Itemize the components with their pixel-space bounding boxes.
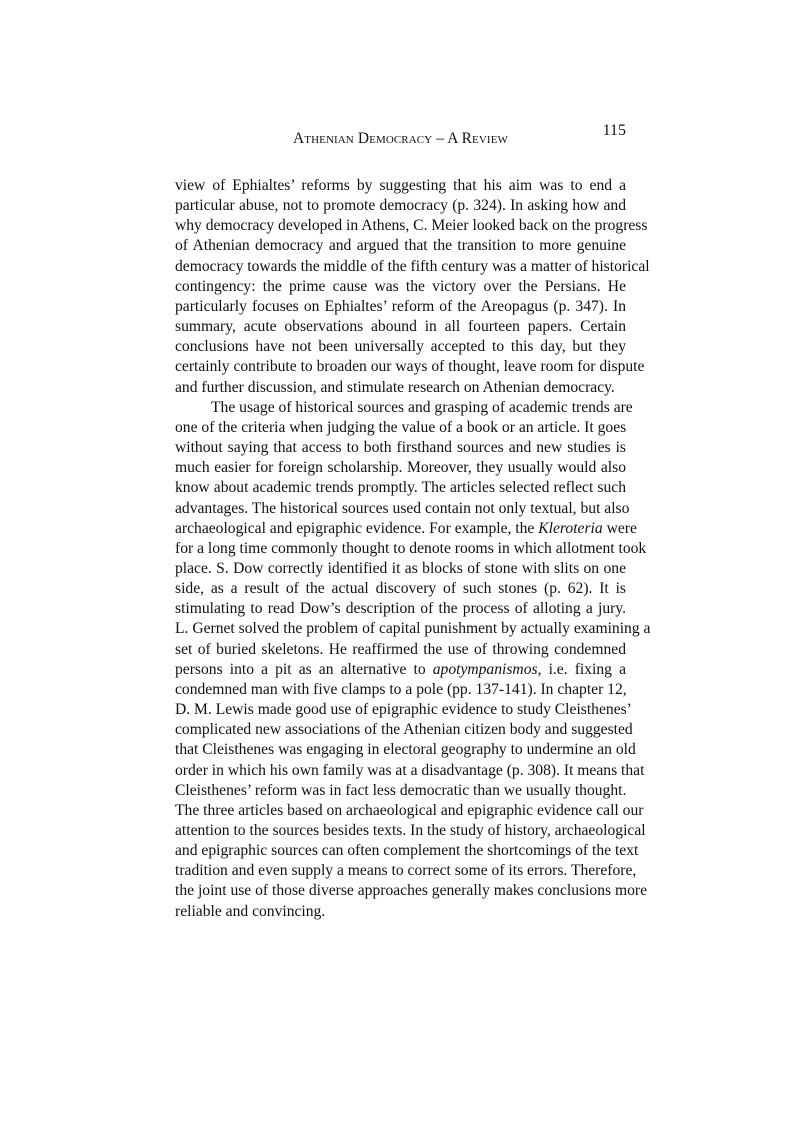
text-run: particular abuse, not to promote democracy (p. 324). In asking how and [175, 197, 626, 215]
text-line [175, 196, 626, 216]
text-line [175, 398, 633, 418]
text-run: why democracy developed in Athens, C. Meier looked back on the progress [175, 217, 648, 235]
text-run: tradition and even supply a means to correct some of its errors. Therefore, [175, 862, 637, 880]
text-run: that Cleisthenes was engaging in electoral geography to undermine an old [175, 741, 636, 759]
text-line [175, 378, 626, 398]
text-line [175, 519, 637, 539]
text-line [175, 176, 626, 196]
text-run: the joint use of those diverse approaches generally makes conclusions more [175, 882, 648, 900]
text-line [175, 801, 644, 821]
text-line [175, 257, 650, 277]
running-title: Athenian Democracy – A Review [292, 130, 508, 147]
text-line [175, 236, 626, 256]
text-line [175, 539, 647, 559]
text-run: view of Ephialtes’ reforms by suggesting that his aim was to end a [175, 177, 626, 194]
text-line [175, 680, 626, 700]
running-header [175, 122, 626, 150]
text-line [175, 599, 626, 619]
text-run: without saying that access to both firsthand sources and new studies is [175, 439, 626, 457]
text-run: certainly contribute to broaden our ways of thought, leave room for dispute [175, 358, 645, 376]
italic-term: apotympanismos [432, 660, 538, 678]
text-line [175, 559, 626, 579]
text-line [175, 277, 626, 297]
text-line [175, 458, 626, 478]
text-run: much easier for foreign scholarship. Moreover, they usually would also [175, 459, 626, 477]
text-line [175, 297, 626, 317]
text-line [175, 660, 626, 680]
text-line [175, 761, 645, 781]
text-line [175, 841, 639, 861]
text-run: attention to the sources besides texts. In the study of history, archaeological [175, 822, 646, 839]
text-run: for a long time commonly thought to denote rooms in which allotment took [175, 539, 647, 557]
text-run: The usage of historical sources and grasping of academic trends are [211, 398, 633, 416]
text-run: side, as a result of the actual discovery of such stones (p. 62). It is [175, 580, 626, 598]
text-line [175, 357, 645, 377]
text-run: condemned man with five clamps to a pole (pp. 137-141). In chapter 12, [175, 680, 627, 698]
text-run: summary, acute observations abound in all fourteen papers. Certain [175, 318, 626, 336]
text-line [175, 619, 651, 639]
text-run: democracy towards the middle of the fifth century was a matter of historical [175, 257, 650, 275]
paragraph [175, 398, 651, 922]
text-run: and epigraphic sources can often complement the shortcomings of the text [175, 842, 639, 860]
text-line [175, 640, 626, 660]
text-run: stimulating to read Dow’s description of the process of alloting a jury. [175, 600, 626, 618]
text-line [175, 781, 626, 801]
text-run: contingency: the prime cause was the victory over the Persians. He [175, 277, 626, 295]
text-run: reliable and convincing. [175, 902, 326, 920]
text-line [175, 418, 626, 438]
text-line [175, 317, 626, 337]
text-run: complicated new associations of the Athenian citizen body and suggested [175, 721, 633, 739]
text-run: archaeological and epigraphic evidence. For example, the [175, 519, 539, 537]
text-run: The three articles based on archaeological and epigraphic evidence call our [175, 801, 644, 819]
text-line [175, 478, 626, 498]
text-run: advantages. The historical sources used contain not only textual, but also [175, 499, 630, 517]
text-line [175, 700, 632, 720]
text-line [175, 861, 637, 881]
text-run: know about academic trends promptly. The articles selected reflect such [175, 479, 626, 497]
text-line [175, 499, 630, 519]
text-run: were [602, 519, 637, 537]
text-run: , i.e. fixing a [537, 660, 626, 678]
text-line [175, 438, 626, 458]
page-number: 115 [602, 122, 626, 139]
italic-term: Kleroteria [538, 519, 603, 537]
text-run: D. M. Lewis made good use of epigraphic evidence to study Cleisthenes’ [175, 701, 632, 719]
text-run: persons into a pit as an alternative to [175, 660, 433, 678]
text-run: conclusions have not been universally accepted to this day, but they [175, 338, 626, 356]
text-run: one of the criteria when judging the value of a book or an article. It goes [175, 418, 627, 436]
text-line [175, 821, 646, 841]
text-run: L. Gernet solved the problem of capital punishment by actually examining a [175, 620, 651, 638]
text-line [175, 720, 633, 740]
text-run: particularly focuses on Ephialtes’ reform of the Areopagus (p. 347). In [175, 297, 626, 315]
text-line [175, 216, 648, 236]
body-text [175, 176, 651, 922]
text-run: Cleisthenes’ reform was in fact less democratic than we usually thought. [175, 781, 627, 799]
text-line [175, 902, 626, 922]
paragraph [175, 176, 650, 398]
text-run: set of buried skeletons. He reaffirmed the use of throwing condemned [175, 640, 626, 658]
text-line [175, 579, 626, 599]
text-run: of Athenian democracy and argued that the transition to more genuine [175, 237, 626, 255]
text-line [175, 740, 636, 760]
text-run: and further discussion, and stimulate research on Athenian democracy. [175, 378, 615, 396]
text-line [175, 881, 648, 901]
text-run: order in which his own family was at a disadvantage (p. 308). It means that [175, 761, 645, 779]
text-run: place. S. Dow correctly identified it as blocks of stone with slits on one [175, 559, 626, 577]
text-line [175, 337, 626, 357]
